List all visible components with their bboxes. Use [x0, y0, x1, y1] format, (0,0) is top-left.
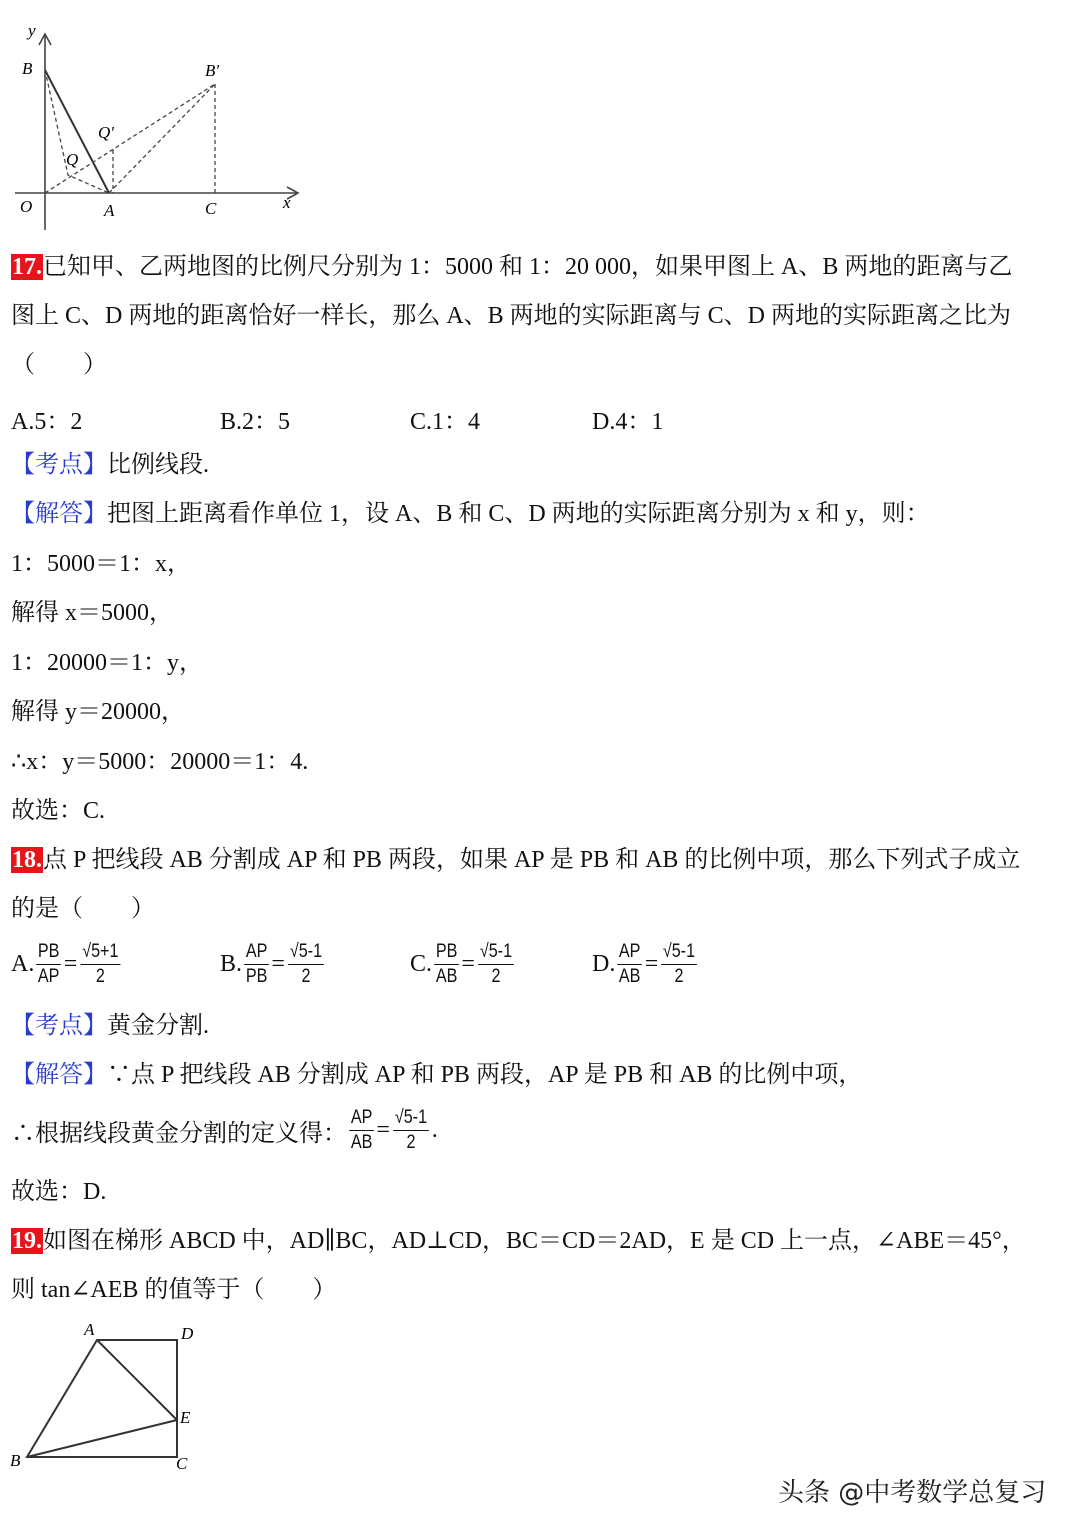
text: AP — [349, 1106, 374, 1131]
q17-option-a: A.5：2 — [11, 409, 83, 435]
q18-definition — [11, 1106, 438, 1155]
q19-number: 19. — [12, 1228, 42, 1254]
q18-line-2: 的是（ ） — [11, 896, 155, 922]
q18-option-d — [592, 940, 700, 989]
q17-text-1: 已知甲、乙两地图的比例尺分别为 1：5000 和 1：20 000，如果甲图上 A、B 两地的距离与乙 — [43, 254, 1013, 280]
text: AP — [38, 966, 60, 987]
text: 2 — [491, 966, 501, 987]
q18-kaodian — [11, 1011, 209, 1041]
fig1-label-b: B — [22, 59, 33, 78]
q17-kaodian — [11, 450, 209, 480]
q17-step: 解得 x＝5000， — [11, 600, 173, 626]
text: ∴根据线段黄金分割的定义得： — [11, 1121, 347, 1147]
fig1-label-a: A — [104, 201, 115, 220]
text: AB — [619, 966, 641, 987]
q19-text-1: 如图在梯形 ABCD 中，AD∥BC，AD⊥CD，BC＝CD＝2AD，E 是 CD 上一点，∠ABE＝45°， — [43, 1228, 1026, 1254]
q18-number: 18. — [12, 847, 42, 873]
q17-number: 17. — [12, 254, 42, 280]
text: PB — [245, 966, 268, 987]
q17-option-d: D.4：1 — [592, 409, 664, 435]
text: 2 — [301, 966, 311, 987]
text: = — [644, 951, 659, 977]
text: √5+1 — [81, 940, 121, 965]
kaodian-text: 黄金分割. — [107, 1013, 209, 1039]
q19-line-2: 则 tan∠AEB 的值等于（ ） — [11, 1277, 337, 1303]
q17-answer: 故选：C. — [11, 798, 106, 824]
q17-option-b: B.2：5 — [220, 409, 291, 435]
q18-option-a — [11, 940, 124, 989]
jieda-text: ∵点 P 把线段 AB 分割成 AP 和 PB 两段，AP 是 PB 和 AB 的比例中项， — [107, 1062, 863, 1088]
text: B. — [220, 951, 243, 977]
fig1-label-qprime: Q' — [98, 123, 114, 142]
fig2-label-b: B — [10, 1451, 21, 1470]
jieda-text: 把图上距离看作单位 1，设 A、B 和 C、D 两地的实际距离分别为 x 和 y，则： — [107, 501, 930, 527]
fig2-label-d: D — [181, 1324, 194, 1343]
fig2-label-c: C — [176, 1454, 188, 1473]
text: = — [271, 951, 285, 977]
figure-coordinate-diagram — [0, 20, 310, 235]
text: 2 — [96, 966, 106, 987]
q18-option-b — [220, 940, 327, 989]
text: √5-1 — [478, 940, 514, 965]
fig1-label-o: O — [20, 197, 33, 216]
kaodian-tag: 【考点】 — [11, 452, 107, 478]
fig1-label-bprime: B' — [205, 61, 220, 80]
text: = — [63, 951, 78, 977]
text: 2 — [674, 966, 684, 987]
q17-step: 解得 y＝20000， — [11, 699, 185, 725]
kaodian-text: 比例线段. — [107, 452, 209, 478]
q17-line-2: 图上 C、D 两地的距离恰好一样长，那么 A、B 两地的实际距离与 C、D 两地的实际距离之比为 — [11, 303, 1012, 329]
text: . — [431, 1117, 438, 1143]
text: = — [461, 951, 475, 977]
jieda-tag: 【解答】 — [11, 1062, 107, 1088]
text: C. — [410, 951, 433, 977]
fig2-label-e: E — [180, 1408, 191, 1427]
text: A. — [11, 951, 35, 977]
fig1-label-q: Q — [66, 150, 79, 169]
kaodian-tag: 【考点】 — [11, 1013, 107, 1039]
q17-option-c: C.1：4 — [410, 409, 481, 435]
q17-jieda — [11, 499, 930, 529]
q17-line-3: （ ） — [11, 352, 107, 378]
watermark: 头条 @中考数学总复习 — [778, 1478, 1047, 1508]
text: PB — [37, 940, 62, 965]
q18-option-c — [410, 940, 517, 989]
text: AB — [435, 966, 458, 987]
q17-step: ∴x：y＝5000：20000＝1：4. — [11, 749, 309, 775]
text: √5-1 — [288, 940, 324, 965]
q17-step: 1：5000＝1：x， — [11, 551, 191, 577]
text: D. — [592, 951, 616, 977]
q18-answer: 故选：D. — [11, 1179, 107, 1205]
text: √5-1 — [661, 940, 697, 965]
jieda-tag: 【解答】 — [11, 501, 107, 527]
figure-trapezoid — [0, 1315, 210, 1475]
q19-line-1 — [11, 1226, 1026, 1256]
q17-line-1 — [11, 252, 1012, 282]
text: 2 — [406, 1132, 416, 1153]
text: = — [376, 1117, 390, 1143]
q18-jieda — [11, 1060, 862, 1090]
fig1-label-x: x — [283, 193, 291, 212]
text: AP — [618, 940, 643, 965]
q18-text-1: 点 P 把线段 AB 分割成 AP 和 PB 两段，如果 AP 是 PB 和 AB 的比例中项，那么下列式子成立 — [43, 847, 1021, 873]
text: √5-1 — [393, 1106, 429, 1131]
fig2-label-a: A — [84, 1320, 95, 1339]
text: PB — [434, 940, 459, 965]
q17-step: 1：20000＝1：y， — [11, 650, 203, 676]
q18-line-1 — [11, 845, 1020, 875]
text: AP — [244, 940, 269, 965]
fig1-label-c: C — [205, 199, 217, 218]
text: AB — [350, 1132, 373, 1153]
fig1-label-y: y — [28, 21, 36, 40]
